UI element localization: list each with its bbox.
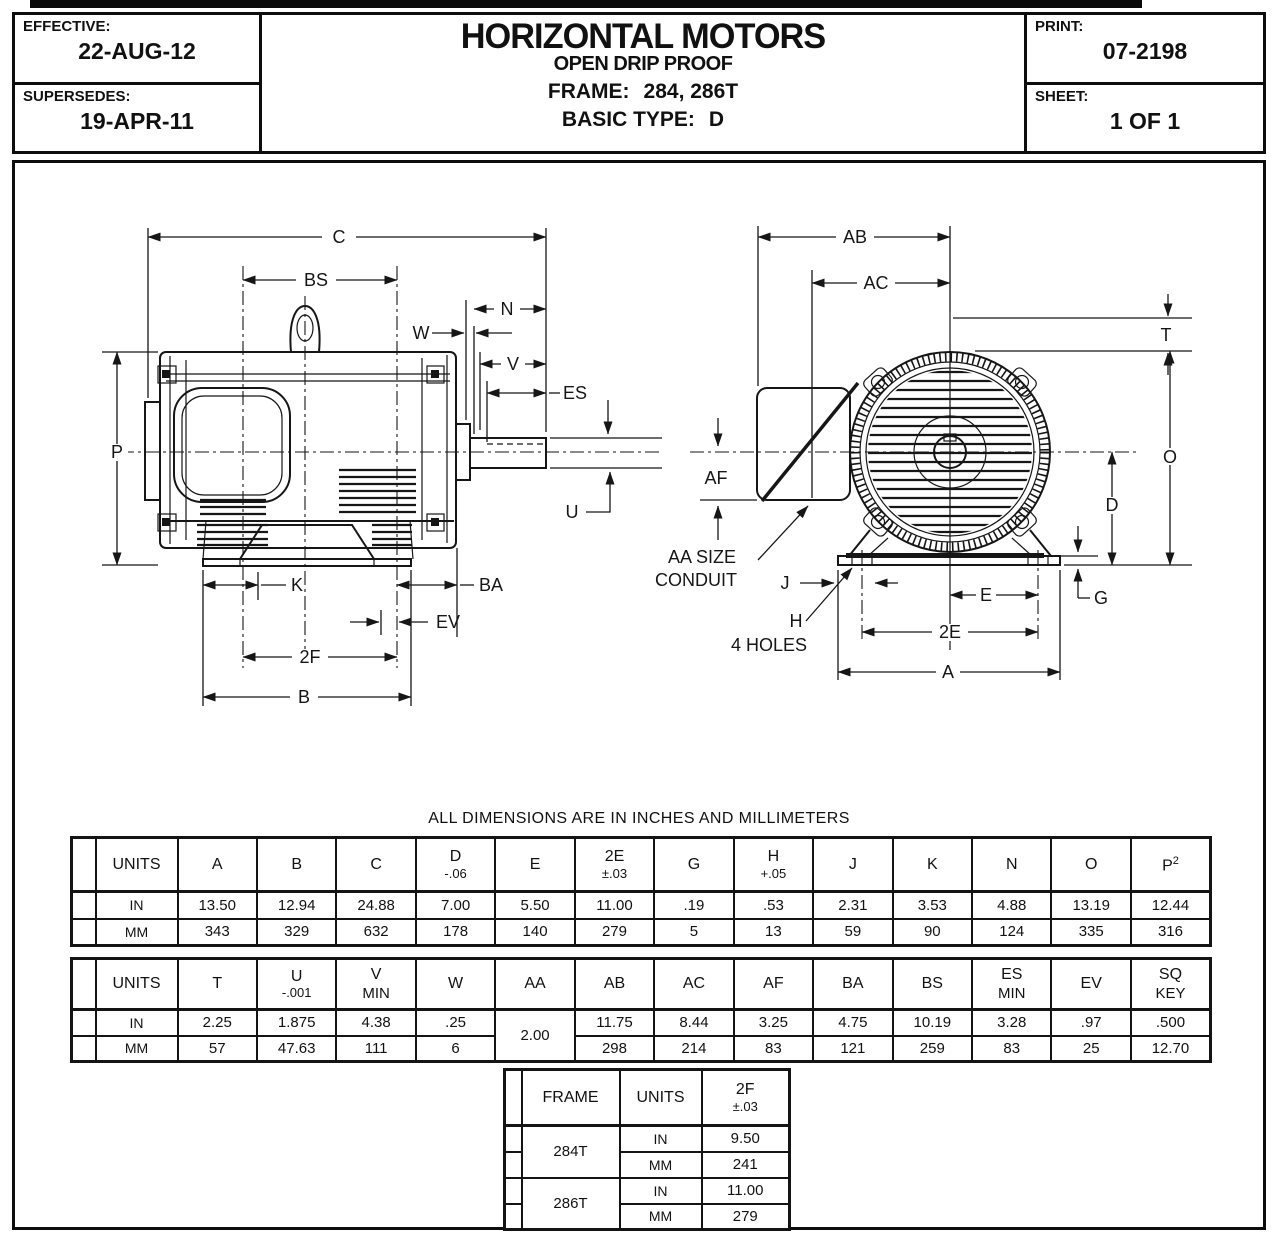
value-cell: .25	[416, 1010, 495, 1036]
dimension-table-1	[70, 836, 1212, 947]
table-header-cell	[813, 959, 892, 1010]
value-cell: 4.38	[336, 1010, 415, 1036]
header-label: AA	[524, 975, 546, 993]
table-header-cell	[734, 838, 813, 892]
value-cell: .19	[654, 892, 733, 919]
stub-cell	[505, 1126, 522, 1152]
header-label: G	[687, 855, 701, 873]
table-header-cell	[495, 838, 574, 892]
value-cell: 343	[178, 919, 257, 946]
dim-label-n: N	[500, 299, 514, 319]
value-cell: 9.50	[702, 1126, 790, 1152]
effective-date: 22-AUG-12	[78, 38, 196, 64]
dim-label-ac: AC	[863, 273, 889, 293]
dim-label-af: AF	[704, 468, 728, 488]
value-cell: 279	[575, 919, 654, 946]
value-cell: 59	[813, 919, 892, 946]
table-header-cell	[257, 838, 336, 892]
stub-cell	[72, 919, 96, 946]
document-title: HORIZONTAL MOTORS	[460, 17, 826, 56]
table-header-cell	[734, 959, 813, 1010]
header-label: UNITS	[636, 1088, 685, 1106]
dim-label-g: G	[1094, 588, 1109, 608]
value-cell: 11.00	[702, 1178, 790, 1204]
header-label: UNITS	[112, 975, 161, 993]
table-header-cell	[257, 959, 336, 1010]
header-tolerance: -.06	[444, 865, 467, 881]
frame-cell: 284T	[522, 1126, 620, 1178]
value-cell: 214	[654, 1036, 733, 1062]
units-cell: MM	[620, 1152, 702, 1178]
table-header-cell	[575, 838, 654, 892]
dim-label-k: K	[290, 575, 304, 595]
value-cell: 12.70	[1131, 1036, 1211, 1062]
table-header-row	[505, 1070, 790, 1126]
value-cell: 279	[702, 1204, 790, 1230]
table-row	[72, 919, 1211, 946]
value-cell: 259	[893, 1036, 972, 1062]
table-header-cell	[96, 959, 178, 1010]
header-tolerance: ±.03	[732, 1098, 758, 1114]
table-header-cell	[654, 838, 733, 892]
table-header-cell	[495, 959, 574, 1010]
header-label: AB	[603, 975, 626, 993]
value-cell: 12.94	[257, 892, 336, 919]
conduit-size-label-line1: AA SIZE	[667, 547, 737, 567]
header-label: O	[1084, 855, 1098, 873]
value-cell: 11.00	[575, 892, 654, 919]
stub-cell	[72, 838, 96, 892]
header-label: J	[848, 855, 857, 873]
stub-cell	[72, 1010, 96, 1036]
units-cell: IN	[96, 1010, 178, 1036]
conduit-size-label-line2: CONDUIT	[655, 570, 737, 590]
table-header-cell	[178, 838, 257, 892]
dim-label-bs: BS	[303, 270, 329, 290]
dim-label-ab: AB	[842, 227, 868, 247]
value-cell: 57	[178, 1036, 257, 1062]
value-cell: 11.75	[575, 1010, 654, 1036]
table-header-cell	[813, 838, 892, 892]
header-label: $P^2$	[1162, 854, 1179, 874]
table-header-row	[72, 838, 1211, 892]
stub-cell	[72, 892, 96, 919]
dim-label-d: D	[1105, 495, 1119, 515]
value-cell: 111	[336, 1036, 415, 1062]
supersedes-label: SUPERSEDES:	[23, 87, 131, 105]
dim-label-t: T	[1160, 325, 1172, 345]
units-cell: IN	[96, 892, 178, 919]
frame-value: 284, 286T	[643, 80, 739, 103]
header-label: E	[529, 855, 541, 873]
value-cell: 124	[972, 919, 1051, 946]
units-cell: MM	[96, 919, 178, 946]
dim-label-es: ES	[563, 383, 588, 403]
value-cell: 90	[893, 919, 972, 946]
header-sublabel: MIN	[998, 985, 1026, 1003]
table-header-cell	[416, 959, 495, 1010]
table-header-cell	[654, 959, 733, 1010]
effective-label: EFFECTIVE:	[23, 18, 111, 35]
value-cell: 13	[734, 919, 813, 946]
header-sublabel: KEY	[1155, 985, 1186, 1003]
stub-cell	[505, 1070, 522, 1126]
value-cell: 12.44	[1131, 892, 1211, 919]
sheet-label: SHEET:	[1035, 87, 1089, 105]
value-cell: .53	[734, 892, 813, 919]
value-cell: 4.88	[972, 892, 1051, 919]
value-cell: 47.63	[257, 1036, 336, 1062]
dim-label-ev: EV	[436, 612, 461, 632]
dimensions-note: ALL DIMENSIONS ARE IN INCHES AND MILLIMETERS	[428, 810, 850, 827]
value-cell: 13.50	[178, 892, 257, 919]
stub-cell	[505, 1178, 522, 1204]
stub-cell	[505, 1204, 522, 1230]
table-header-cell	[620, 1070, 702, 1126]
supersedes-date: 19-APR-11	[80, 107, 194, 134]
units-cell: MM	[96, 1036, 178, 1062]
table-header-cell	[178, 959, 257, 1010]
frame-cell: 286T	[522, 1178, 620, 1230]
dim-label-ba: BA	[479, 575, 504, 595]
value-cell: 5.50	[495, 892, 574, 919]
table-row	[72, 892, 1211, 919]
dim-label-o: O	[1162, 447, 1178, 467]
frame-2f-table	[503, 1068, 791, 1231]
header-label: B	[291, 855, 303, 873]
header-tolerance: -.001	[281, 985, 312, 1001]
value-cell: 8.44	[654, 1010, 733, 1036]
header-label: UNITS	[112, 855, 161, 873]
header-label: EV	[1080, 975, 1102, 993]
header-label: BS	[921, 975, 943, 993]
value-cell: 6	[416, 1036, 495, 1062]
header-label: AF	[763, 975, 784, 993]
table-header-cell	[96, 838, 178, 892]
header-label: 2F	[735, 1081, 755, 1099]
table-header-cell	[522, 1070, 620, 1126]
value-cell: 3.28	[972, 1010, 1051, 1036]
header-label: FRAME	[542, 1088, 599, 1106]
dimension-table-2	[70, 957, 1212, 1063]
basic-type-value: D	[708, 108, 725, 132]
units-cell: IN	[620, 1126, 702, 1152]
table-row	[505, 1178, 790, 1204]
value-cell: 241	[702, 1152, 790, 1178]
table-header-cell	[1051, 838, 1130, 892]
value-cell: 3.25	[734, 1010, 813, 1036]
table-header-cell	[416, 838, 495, 892]
header-label: H	[767, 848, 780, 866]
value-cell: 2.25	[178, 1010, 257, 1036]
table-row	[72, 1036, 1211, 1062]
value-cell: .97	[1051, 1010, 1130, 1036]
vent-slats	[197, 470, 416, 545]
value-cell: 83	[734, 1036, 813, 1062]
document-subtitle: OPEN DRIP PROOF	[553, 53, 733, 75]
table-header-cell	[893, 959, 972, 1010]
dim-label-w: W	[412, 323, 430, 343]
header-label: AC	[682, 975, 706, 993]
table-row	[505, 1126, 790, 1152]
header-label: T	[212, 975, 223, 993]
header-label: 2E	[604, 848, 625, 866]
value-cell: .500	[1131, 1010, 1211, 1036]
dim-label-v: V	[506, 354, 520, 374]
value-cell: 316	[1131, 919, 1211, 946]
table-header-cell	[336, 838, 415, 892]
value-cell: 3.53	[893, 892, 972, 919]
value-cell: 140	[495, 919, 574, 946]
value-cell: 335	[1051, 919, 1130, 946]
header-tolerance: +.05	[760, 865, 787, 881]
table-row	[72, 1010, 1211, 1036]
table-header-cell	[575, 959, 654, 1010]
header-label: N	[1005, 855, 1018, 873]
value-cell: 4.75	[813, 1010, 892, 1036]
dim-label-j: J	[780, 573, 790, 593]
basic-type-label: BASIC TYPE:	[561, 108, 695, 132]
units-cell: IN	[620, 1178, 702, 1204]
stub-cell	[505, 1152, 522, 1178]
sheet-number: 1 OF 1	[1109, 107, 1181, 134]
units-cell: MM	[620, 1204, 702, 1230]
value-cell: 298	[575, 1036, 654, 1062]
table-header-cell	[893, 838, 972, 892]
end-view	[655, 226, 1192, 682]
header-label: D	[449, 848, 462, 866]
frame-label: FRAME:	[547, 80, 630, 103]
value-cell: 83	[972, 1036, 1051, 1062]
header-label: U	[290, 967, 303, 985]
value-cell: 2.31	[813, 892, 892, 919]
header-label: BA	[842, 975, 864, 993]
header-sublabel: MIN	[362, 985, 390, 1003]
header-label: ES	[1001, 965, 1023, 983]
table-header-cell	[1131, 959, 1211, 1010]
side-view	[102, 227, 662, 707]
table-header-cell	[336, 959, 415, 1010]
header-label: W	[448, 975, 464, 993]
value-cell: 121	[813, 1036, 892, 1062]
header-label: A	[211, 855, 223, 873]
dim-label-b: B	[297, 687, 311, 707]
header-label: C	[370, 855, 382, 873]
table-header-cell	[972, 838, 1051, 892]
value-cell: 2.00	[495, 1010, 574, 1062]
table-header-cell	[1131, 838, 1211, 892]
print-number: 07-2198	[1102, 38, 1188, 64]
value-cell: 178	[416, 919, 495, 946]
dim-label-2e: 2E	[938, 622, 962, 642]
table-header-cell	[702, 1070, 790, 1126]
value-cell: 24.88	[336, 892, 415, 919]
table-header-row	[72, 959, 1211, 1010]
dim-label-c: C	[332, 227, 346, 247]
table-header-cell	[972, 959, 1051, 1010]
dim-label-h: H	[789, 611, 803, 631]
header-tolerance: ±.03	[601, 865, 628, 881]
holes-note: 4 HOLES	[730, 635, 808, 655]
header-label: V	[370, 965, 382, 983]
print-label: PRINT:	[1035, 18, 1084, 35]
stub-cell	[72, 1036, 96, 1062]
dim-label-e: E	[979, 585, 993, 605]
dim-label-p: P	[110, 442, 124, 462]
value-cell: 1.875	[257, 1010, 336, 1036]
value-cell: 10.19	[893, 1010, 972, 1036]
conduit-box	[757, 388, 850, 500]
value-cell: 7.00	[416, 892, 495, 919]
value-cell: 13.19	[1051, 892, 1130, 919]
header-label: SQ	[1158, 965, 1183, 983]
stub-cell	[72, 959, 96, 1010]
value-cell: 329	[257, 919, 336, 946]
table-header-cell	[1051, 959, 1130, 1010]
value-cell: 632	[336, 919, 415, 946]
dim-label-u: U	[565, 502, 579, 522]
header-label: K	[926, 855, 938, 873]
dim-label-2f: 2F	[299, 647, 321, 667]
dim-label-a: A	[941, 662, 955, 682]
value-cell: 25	[1051, 1036, 1130, 1062]
value-cell: 5	[654, 919, 733, 946]
